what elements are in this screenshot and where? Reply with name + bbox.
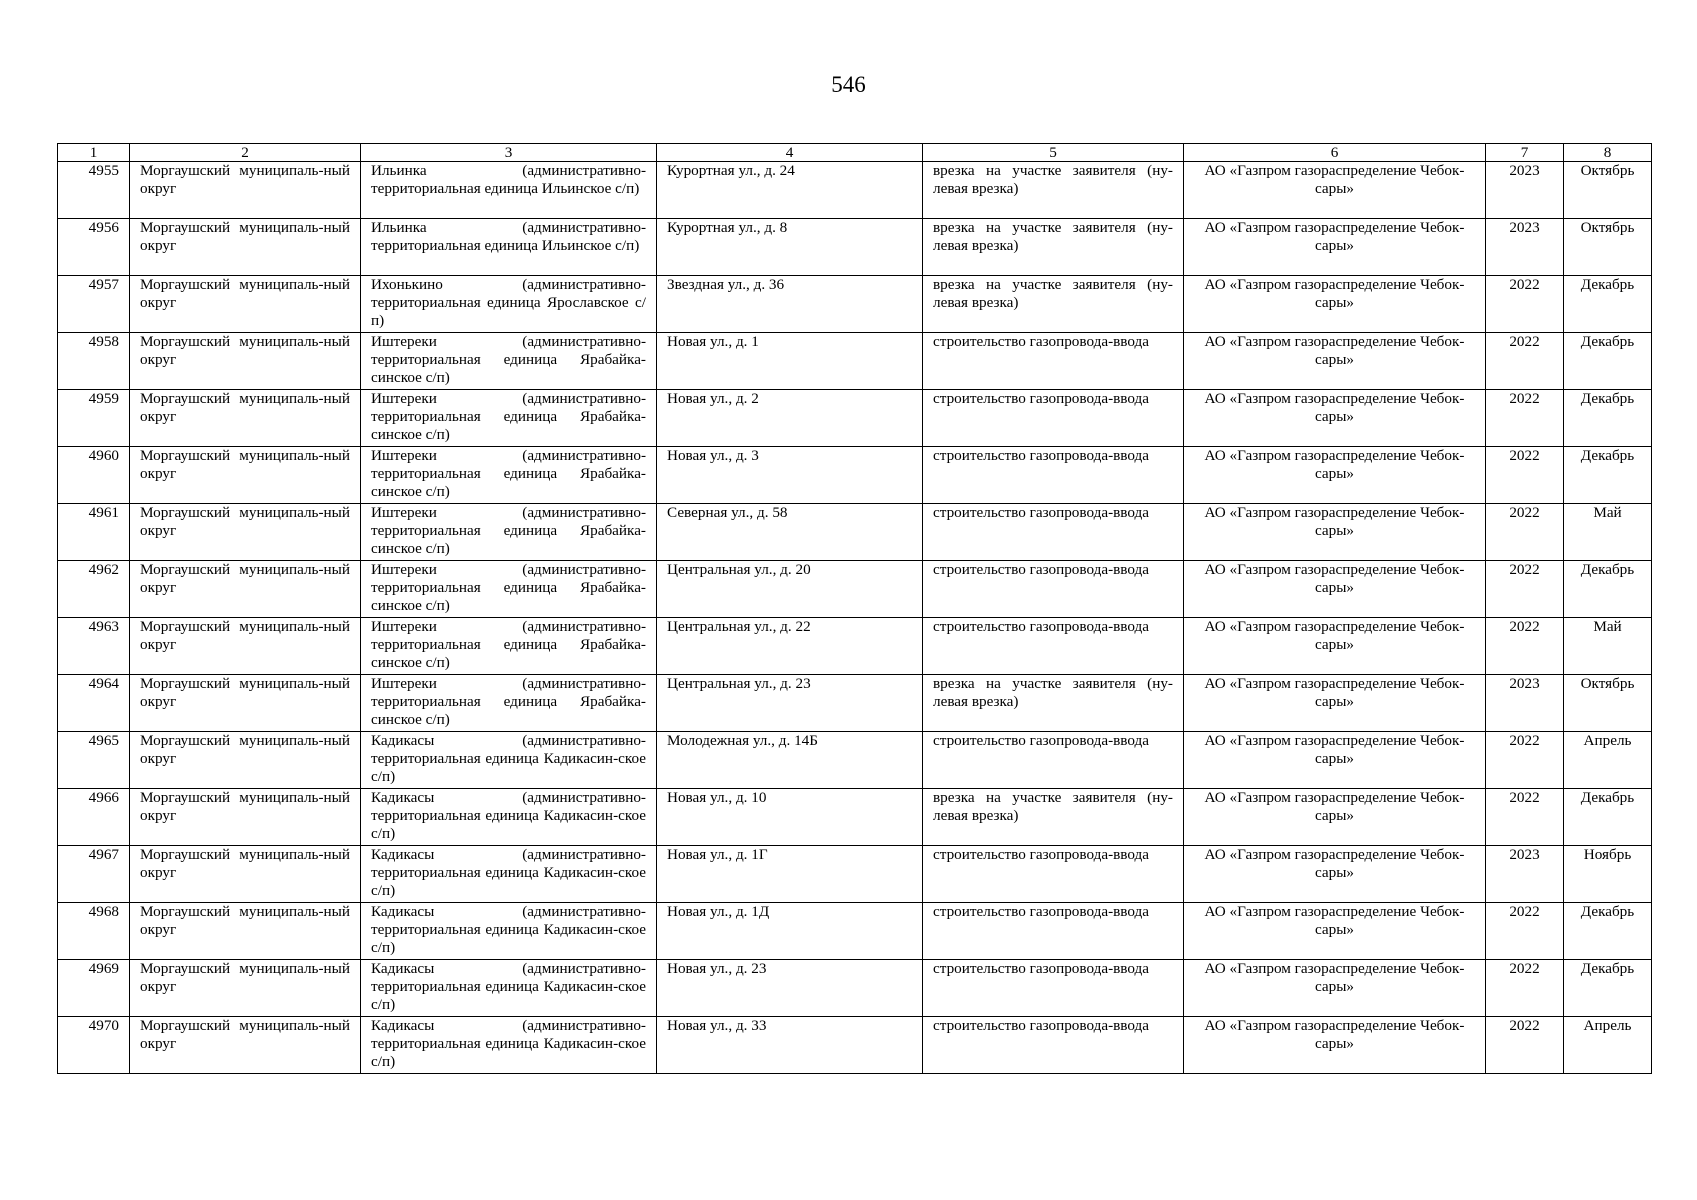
row-number-cell: 4964 (58, 675, 130, 732)
year-cell: 2022 (1486, 504, 1564, 561)
row-number-cell: 4963 (58, 618, 130, 675)
month-cell: Декабрь (1564, 333, 1652, 390)
organization-cell: АО «Газпром газораспределение Чебок-сары» (1184, 675, 1486, 732)
header-row (58, 144, 1652, 162)
table-row (58, 504, 1652, 561)
locality-cell: Кадикасы (административно-территориальная единица Кадикасин-ское с/п) (361, 903, 657, 960)
address-cell: Курортная ул., д. 24 (657, 162, 923, 219)
municipality-cell: Моргаушский муниципаль-ный округ (130, 789, 361, 846)
row-number-cell: 4961 (58, 504, 130, 561)
year-cell: 2023 (1486, 162, 1564, 219)
municipality-cell: Моргаушский муниципаль-ный округ (130, 390, 361, 447)
row-number-cell: 4959 (58, 390, 130, 447)
year-cell: 2022 (1486, 390, 1564, 447)
locality-cell: Ильинка (административно-территориальная единица Ильинское с/п) (361, 219, 657, 276)
organization-cell: АО «Газпром газораспределение Чебок-сары» (1184, 447, 1486, 504)
work-type-cell: врезка на участке заявителя (ну-левая врезка) (923, 675, 1184, 732)
row-number-cell: 4958 (58, 333, 130, 390)
row-number-cell: 4966 (58, 789, 130, 846)
organization-cell: АО «Газпром газораспределение Чебок-сары» (1184, 390, 1486, 447)
locality-cell: Иштереки (административно-территориальная единица Ярабайка-синское с/п) (361, 504, 657, 561)
organization-cell: АО «Газпром газораспределение Чебок-сары» (1184, 504, 1486, 561)
address-cell: Новая ул., д. 2 (657, 390, 923, 447)
organization-cell: АО «Газпром газораспределение Чебок-сары» (1184, 903, 1486, 960)
address-cell: Новая ул., д. 23 (657, 960, 923, 1017)
locality-cell: Иштереки (административно-территориальная единица Ярабайка-синское с/п) (361, 561, 657, 618)
table-row (58, 960, 1652, 1017)
address-cell: Новая ул., д. 1Д (657, 903, 923, 960)
address-cell: Новая ул., д. 1 (657, 333, 923, 390)
municipality-cell: Моргаушский муниципаль-ный округ (130, 675, 361, 732)
month-cell: Декабрь (1564, 561, 1652, 618)
work-type-cell: строительство газопровода-ввода (923, 333, 1184, 390)
data-table (57, 143, 1652, 1074)
month-cell: Октябрь (1564, 162, 1652, 219)
municipality-cell: Моргаушский муниципаль-ный округ (130, 903, 361, 960)
year-cell: 2023 (1486, 219, 1564, 276)
work-type-cell: строительство газопровода-ввода (923, 561, 1184, 618)
column-header: 6 (1184, 144, 1486, 162)
month-cell: Май (1564, 618, 1652, 675)
year-cell: 2022 (1486, 618, 1564, 675)
year-cell: 2023 (1486, 846, 1564, 903)
year-cell: 2022 (1486, 732, 1564, 789)
column-header: 7 (1486, 144, 1564, 162)
column-header: 8 (1564, 144, 1652, 162)
work-type-cell: строительство газопровода-ввода (923, 390, 1184, 447)
row-number-cell: 4970 (58, 1017, 130, 1074)
table-row (58, 333, 1652, 390)
row-number-cell: 4968 (58, 903, 130, 960)
address-cell: Новая ул., д. 10 (657, 789, 923, 846)
locality-cell: Ихонькино (административно-территориальная единица Ярославское с/п) (361, 276, 657, 333)
column-header: 5 (923, 144, 1184, 162)
work-type-cell: врезка на участке заявителя (ну-левая врезка) (923, 276, 1184, 333)
year-cell: 2022 (1486, 960, 1564, 1017)
work-type-cell: врезка на участке заявителя (ну-левая врезка) (923, 789, 1184, 846)
municipality-cell: Моргаушский муниципаль-ный округ (130, 846, 361, 903)
table-row (58, 903, 1652, 960)
column-header: 2 (130, 144, 361, 162)
year-cell: 2022 (1486, 333, 1564, 390)
month-cell: Декабрь (1564, 276, 1652, 333)
address-cell: Новая ул., д. 33 (657, 1017, 923, 1074)
work-type-cell: строительство газопровода-ввода (923, 1017, 1184, 1074)
municipality-cell: Моргаушский муниципаль-ный округ (130, 618, 361, 675)
organization-cell: АО «Газпром газораспределение Чебок-сары» (1184, 960, 1486, 1017)
column-header: 3 (361, 144, 657, 162)
municipality-cell: Моргаушский муниципаль-ный округ (130, 960, 361, 1017)
organization-cell: АО «Газпром газораспределение Чебок-сары» (1184, 789, 1486, 846)
work-type-cell: строительство газопровода-ввода (923, 732, 1184, 789)
municipality-cell: Моргаушский муниципаль-ный округ (130, 219, 361, 276)
row-number-cell: 4960 (58, 447, 130, 504)
locality-cell: Кадикасы (административно-территориальная единица Кадикасин-ское с/п) (361, 846, 657, 903)
table-row (58, 618, 1652, 675)
table-row (58, 675, 1652, 732)
address-cell: Северная ул., д. 58 (657, 504, 923, 561)
municipality-cell: Моргаушский муниципаль-ный округ (130, 561, 361, 618)
work-type-cell: строительство газопровода-ввода (923, 618, 1184, 675)
organization-cell: АО «Газпром газораспределение Чебок-сары» (1184, 732, 1486, 789)
year-cell: 2022 (1486, 561, 1564, 618)
locality-cell: Кадикасы (административно-территориальная единица Кадикасин-ское с/п) (361, 732, 657, 789)
locality-cell: Иштереки (административно-территориальная единица Ярабайка-синское с/п) (361, 675, 657, 732)
address-cell: Звездная ул., д. 36 (657, 276, 923, 333)
address-cell: Центральная ул., д. 22 (657, 618, 923, 675)
table-row (58, 789, 1652, 846)
locality-cell: Иштереки (административно-территориальная единица Ярабайка-синское с/п) (361, 390, 657, 447)
page-number: 546 (831, 72, 866, 97)
month-cell: Ноябрь (1564, 846, 1652, 903)
locality-cell: Кадикасы (административно-территориальная единица Кадикасин-ское с/п) (361, 789, 657, 846)
work-type-cell: строительство газопровода-ввода (923, 846, 1184, 903)
table-row (58, 561, 1652, 618)
year-cell: 2022 (1486, 276, 1564, 333)
column-header: 1 (58, 144, 130, 162)
municipality-cell: Моргаушский муниципаль-ный округ (130, 1017, 361, 1074)
table-row (58, 1017, 1652, 1074)
work-type-cell: строительство газопровода-ввода (923, 447, 1184, 504)
locality-cell: Иштереки (административно-территориальная единица Ярабайка-синское с/п) (361, 333, 657, 390)
row-number-cell: 4967 (58, 846, 130, 903)
address-cell: Центральная ул., д. 23 (657, 675, 923, 732)
address-cell: Молодежная ул., д. 14Б (657, 732, 923, 789)
address-cell: Центральная ул., д. 20 (657, 561, 923, 618)
row-number-cell: 4957 (58, 276, 130, 333)
month-cell: Декабрь (1564, 903, 1652, 960)
month-cell: Декабрь (1564, 447, 1652, 504)
locality-cell: Ильинка (административно-территориальная единица Ильинское с/п) (361, 162, 657, 219)
month-cell: Апрель (1564, 732, 1652, 789)
organization-cell: АО «Газпром газораспределение Чебок-сары» (1184, 561, 1486, 618)
table-row (58, 846, 1652, 903)
locality-cell: Кадикасы (административно-территориальная единица Кадикасин-ское с/п) (361, 960, 657, 1017)
work-type-cell: строительство газопровода-ввода (923, 960, 1184, 1017)
month-cell: Декабрь (1564, 390, 1652, 447)
table-row (58, 732, 1652, 789)
column-header: 4 (657, 144, 923, 162)
month-cell: Декабрь (1564, 789, 1652, 846)
table-row (58, 390, 1652, 447)
work-type-cell: врезка на участке заявителя (ну-левая врезка) (923, 162, 1184, 219)
row-number-cell: 4962 (58, 561, 130, 618)
organization-cell: АО «Газпром газораспределение Чебок-сары» (1184, 276, 1486, 333)
row-number-cell: 4956 (58, 219, 130, 276)
work-type-cell: строительство газопровода-ввода (923, 903, 1184, 960)
month-cell: Декабрь (1564, 960, 1652, 1017)
row-number-cell: 4955 (58, 162, 130, 219)
address-cell: Новая ул., д. 1Г (657, 846, 923, 903)
year-cell: 2022 (1486, 447, 1564, 504)
municipality-cell: Моргаушский муниципаль-ный округ (130, 333, 361, 390)
month-cell: Апрель (1564, 1017, 1652, 1074)
municipality-cell: Моргаушский муниципаль-ный округ (130, 276, 361, 333)
municipality-cell: Моргаушский муниципаль-ный округ (130, 504, 361, 561)
address-cell: Новая ул., д. 3 (657, 447, 923, 504)
locality-cell: Кадикасы (административно-территориальная единица Кадикасин-ское с/п) (361, 1017, 657, 1074)
organization-cell: АО «Газпром газораспределение Чебок-сары» (1184, 618, 1486, 675)
municipality-cell: Моргаушский муниципаль-ный округ (130, 447, 361, 504)
organization-cell: АО «Газпром газораспределение Чебок-сары» (1184, 162, 1486, 219)
municipality-cell: Моргаушский муниципаль-ный округ (130, 732, 361, 789)
year-cell: 2022 (1486, 789, 1564, 846)
work-type-cell: строительство газопровода-ввода (923, 504, 1184, 561)
organization-cell: АО «Газпром газораспределение Чебок-сары» (1184, 846, 1486, 903)
row-number-cell: 4969 (58, 960, 130, 1017)
organization-cell: АО «Газпром газораспределение Чебок-сары» (1184, 333, 1486, 390)
table-row (58, 162, 1652, 219)
month-cell: Октябрь (1564, 675, 1652, 732)
table-row (58, 276, 1652, 333)
organization-cell: АО «Газпром газораспределение Чебок-сары» (1184, 219, 1486, 276)
year-cell: 2022 (1486, 1017, 1564, 1074)
month-cell: Май (1564, 504, 1652, 561)
row-number-cell: 4965 (58, 732, 130, 789)
year-cell: 2022 (1486, 903, 1564, 960)
month-cell: Октябрь (1564, 219, 1652, 276)
work-type-cell: врезка на участке заявителя (ну-левая врезка) (923, 219, 1184, 276)
municipality-cell: Моргаушский муниципаль-ный округ (130, 162, 361, 219)
locality-cell: Иштереки (административно-территориальная единица Ярабайка-синское с/п) (361, 447, 657, 504)
year-cell: 2023 (1486, 675, 1564, 732)
organization-cell: АО «Газпром газораспределение Чебок-сары» (1184, 1017, 1486, 1074)
table-row (58, 447, 1652, 504)
locality-cell: Иштереки (административно-территориальная единица Ярабайка-синское с/п) (361, 618, 657, 675)
address-cell: Курортная ул., д. 8 (657, 219, 923, 276)
table-row (58, 219, 1652, 276)
